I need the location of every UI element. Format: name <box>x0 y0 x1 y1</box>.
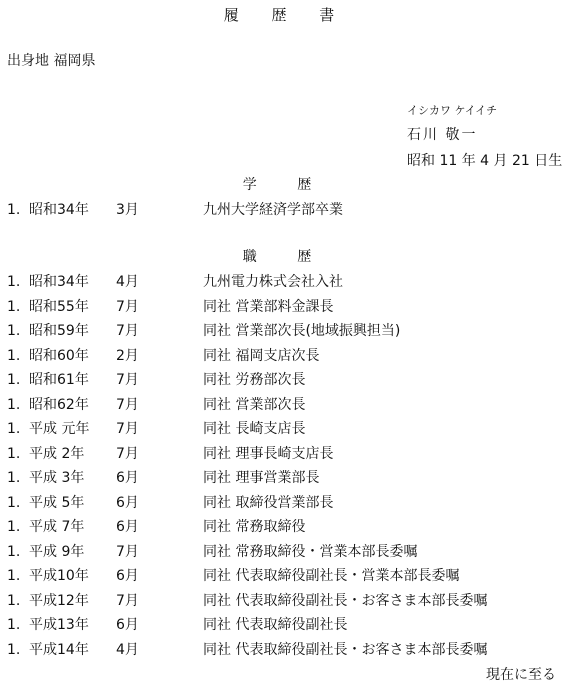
row-year: 昭和59年 <box>29 323 89 339</box>
row-description: 同社 理事長崎支店長 <box>203 445 334 462</box>
row-number: 1. <box>7 445 21 462</box>
row-year: 平成 9年 <box>29 543 85 560</box>
row-month: 4月 <box>116 274 139 290</box>
career-row <box>7 270 567 294</box>
career-heading: 職 歴 <box>242 249 330 265</box>
row-month: 4月 <box>116 641 139 658</box>
career-row <box>7 613 567 637</box>
birthplace: 出身地 福岡県 <box>7 53 96 69</box>
career-row <box>7 466 567 490</box>
career-row <box>7 491 567 515</box>
row-year: 平成 2年 <box>29 445 85 462</box>
row-description: 同社 福岡支店次長 <box>203 347 320 364</box>
row-number: 1. <box>7 421 21 437</box>
row-number: 1. <box>7 592 21 609</box>
row-description: 同社 労務部次長 <box>203 372 306 388</box>
row-year: 昭和34年 <box>29 202 89 218</box>
row-description: 同社 理事営業部長 <box>203 470 320 486</box>
row-month: 7月 <box>116 592 139 609</box>
row-number: 1. <box>7 641 21 658</box>
row-year: 昭和34年 <box>29 274 89 290</box>
row-number: 1. <box>7 396 21 413</box>
career-row <box>7 442 567 466</box>
row-month: 7月 <box>116 445 139 462</box>
career-row <box>7 638 567 662</box>
row-year: 昭和61年 <box>29 372 89 388</box>
row-month: 3月 <box>116 202 139 218</box>
education-row <box>7 198 567 222</box>
row-month: 7月 <box>116 421 139 437</box>
row-month: 7月 <box>116 298 139 315</box>
row-year: 昭和60年 <box>29 347 89 364</box>
career-row <box>7 344 567 368</box>
row-month: 6月 <box>116 494 139 511</box>
row-description: 九州大学経済学部卒業 <box>203 202 343 218</box>
row-month: 2月 <box>116 347 139 364</box>
row-number: 1. <box>7 543 21 560</box>
row-month: 7月 <box>116 372 139 388</box>
education-heading: 学 歴 <box>242 177 330 193</box>
row-month: 6月 <box>116 519 139 535</box>
row-month: 6月 <box>116 617 139 633</box>
row-number: 1. <box>7 347 21 364</box>
career-row <box>7 417 567 441</box>
row-year: 昭和62年 <box>29 396 89 413</box>
row-description: 同社 営業部料金課長 <box>203 298 334 315</box>
row-description: 同社 取締役営業部長 <box>203 494 334 511</box>
row-year: 平成 元年 <box>29 421 90 437</box>
career-row <box>7 515 567 539</box>
row-number: 1. <box>7 617 21 633</box>
row-year: 平成13年 <box>29 617 89 633</box>
career-row <box>7 319 567 343</box>
person-name: 石川 敬一 <box>407 127 478 143</box>
row-description: 同社 代表取締役副社長・お客さま本部長委嘱 <box>203 641 488 658</box>
row-description: 同社 代表取締役副社長・営業本部長委嘱 <box>203 568 460 584</box>
row-year: 平成14年 <box>29 641 89 658</box>
row-description: 同社 営業部次長 <box>203 396 306 413</box>
row-number: 1. <box>7 494 21 511</box>
row-description: 同社 長崎支店長 <box>203 421 306 437</box>
row-month: 6月 <box>116 568 139 584</box>
row-number: 1. <box>7 470 21 486</box>
row-description: 同社 代表取締役副社長・お客さま本部長委嘱 <box>203 592 488 609</box>
career-row <box>7 295 567 319</box>
closing-note: 現在に至る <box>486 667 556 683</box>
row-description: 同社 営業部次長(地域振興担当) <box>203 323 401 339</box>
row-year: 平成 3年 <box>29 470 85 486</box>
row-number: 1. <box>7 202 21 218</box>
row-year: 平成 7年 <box>29 519 85 535</box>
row-number: 1. <box>7 519 21 535</box>
career-row <box>7 368 567 392</box>
career-row <box>7 393 567 417</box>
row-number: 1. <box>7 372 21 388</box>
row-description: 同社 常務取締役 <box>203 519 306 535</box>
row-description: 九州電力株式会社入社 <box>203 274 343 290</box>
date-of-birth: 昭和 11 年 4 月 21 日生 <box>407 153 563 169</box>
row-number: 1. <box>7 568 21 584</box>
name-kana: イシカワ ケイイチ <box>407 104 498 117</box>
row-month: 6月 <box>116 470 139 486</box>
row-month: 7月 <box>116 323 139 339</box>
document-title: 履 歴 書 <box>223 6 349 24</box>
row-year: 平成12年 <box>29 592 89 609</box>
row-number: 1. <box>7 274 21 290</box>
row-year: 平成10年 <box>29 568 89 584</box>
row-year: 昭和55年 <box>29 298 89 315</box>
career-row <box>7 589 567 613</box>
career-row <box>7 540 567 564</box>
row-description: 同社 代表取締役副社長 <box>203 617 348 633</box>
row-number: 1. <box>7 323 21 339</box>
row-year: 平成 5年 <box>29 494 85 511</box>
row-month: 7月 <box>116 396 139 413</box>
person-block <box>407 100 562 174</box>
row-month: 7月 <box>116 543 139 560</box>
row-number: 1. <box>7 298 21 315</box>
career-row <box>7 564 567 588</box>
row-description: 同社 常務取締役・営業本部長委嘱 <box>203 543 418 560</box>
